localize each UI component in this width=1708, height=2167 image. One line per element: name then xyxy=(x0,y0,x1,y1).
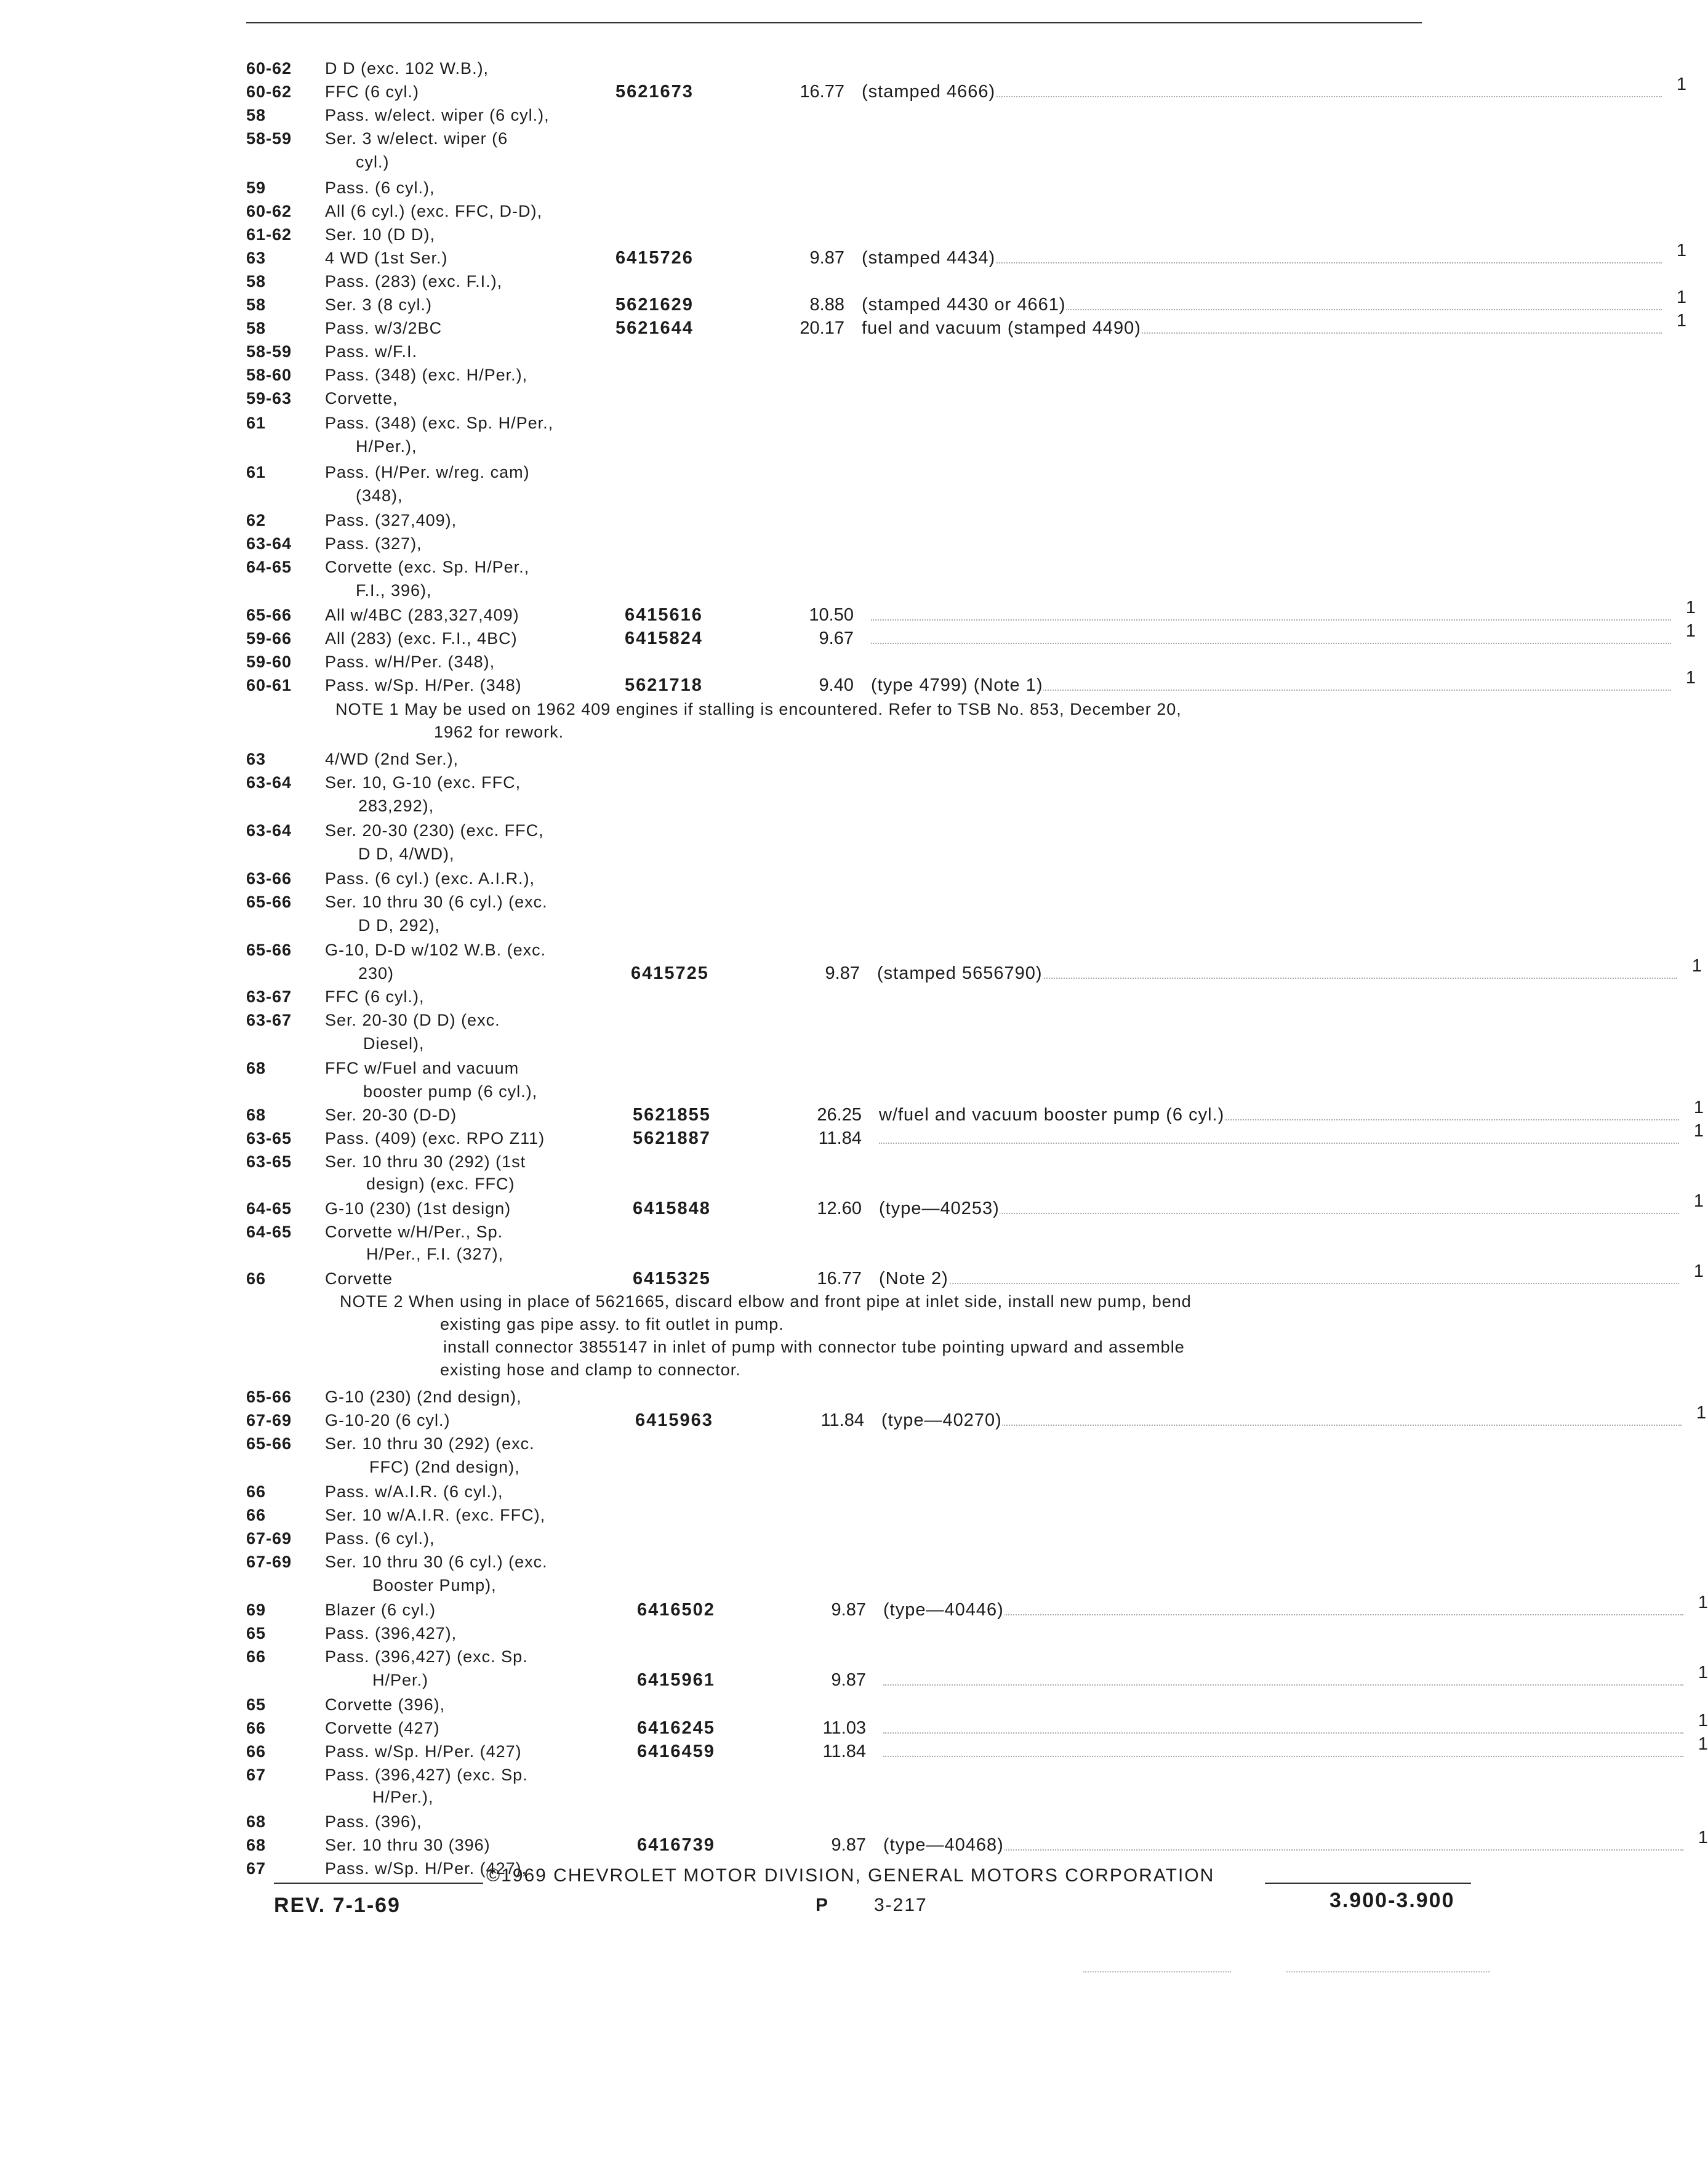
entry-continuation: (348), xyxy=(356,486,403,505)
part-remark: (type—40253) xyxy=(879,1197,1000,1220)
entry-year: 66 xyxy=(246,1506,267,1524)
part-line xyxy=(625,668,1696,697)
entry-year: 67-69 xyxy=(246,1529,292,1548)
entry-continuation: cyl.) xyxy=(356,153,390,171)
part-quantity: 1 xyxy=(1698,1828,1708,1847)
entry-year: 63-65 xyxy=(246,1152,292,1171)
entry-year: 63 xyxy=(246,750,267,768)
entry-description: Ser. 10 w/A.I.R. (exc. FFC), xyxy=(325,1506,546,1524)
part-price: 26.25 xyxy=(817,1105,862,1125)
entry-description: Corvette xyxy=(325,1269,393,1288)
leader-dots xyxy=(883,1684,1683,1686)
entry-year: 58 xyxy=(246,296,267,314)
entry-year: 67-69 xyxy=(246,1553,292,1571)
revision-date: REV. 7-1-69 xyxy=(274,1894,401,1917)
top-rule xyxy=(246,22,1422,23)
entry-year: 66 xyxy=(246,1269,267,1288)
part-price: 11.84 xyxy=(820,1410,864,1430)
leader-dots xyxy=(871,619,1671,621)
entry-year: 63-64 xyxy=(246,821,292,840)
entry-year: 61 xyxy=(246,414,267,432)
part-price: 9.40 xyxy=(819,675,854,695)
entry-year: 58 xyxy=(246,106,267,124)
entry-description: G-10 (230) (1st design) xyxy=(325,1199,511,1218)
entry-year: 64-65 xyxy=(246,558,292,576)
entry-year: 67-69 xyxy=(246,1411,292,1429)
entry-year: 69 xyxy=(246,1601,267,1619)
leader-dots xyxy=(883,1732,1683,1734)
part-number: 5621644 xyxy=(615,318,694,338)
entry-description: Pass. (396,427) (exc. Sp. xyxy=(325,1647,528,1666)
entry-description: Ser. 20-30 (D-D) xyxy=(325,1106,457,1124)
entry-description: FFC w/Fuel and vacuum xyxy=(325,1059,519,1077)
entry-description: Ser. 10, G-10 (exc. FFC, xyxy=(325,773,521,792)
entry-description: FFC (6 cyl.) xyxy=(325,82,419,101)
part-number: 6415963 xyxy=(635,1410,713,1430)
leader-dots xyxy=(879,1143,1679,1144)
part-price: 9.87 xyxy=(825,963,860,983)
entry-description: Ser. 3 w/elect. wiper (6 xyxy=(325,129,508,148)
entry-description: Corvette (exc. Sp. H/Per., xyxy=(325,558,530,576)
part-line xyxy=(635,1403,1706,1432)
part-quantity: 1 xyxy=(1685,621,1696,641)
entry-continuation: D D, 292), xyxy=(358,916,441,935)
entry-year: 59-60 xyxy=(246,653,292,671)
footer-rule-right xyxy=(1265,1883,1471,1884)
part-remark: (Note 2) xyxy=(879,1267,948,1290)
part-line xyxy=(637,1828,1708,1857)
part-number: 5621629 xyxy=(615,295,694,315)
part-number: 6415616 xyxy=(625,605,703,625)
entry-continuation: 230) xyxy=(358,964,395,983)
entry-year: 59 xyxy=(246,179,267,197)
entry-year: 65-66 xyxy=(246,941,292,959)
part-number: 6416739 xyxy=(637,1835,715,1855)
part-line xyxy=(633,1121,1704,1150)
entry-year: 65 xyxy=(246,1695,267,1714)
part-price: 11.84 xyxy=(818,1128,862,1148)
entry-year: 64-65 xyxy=(246,1199,292,1218)
part-price: 16.77 xyxy=(817,1269,862,1289)
entry-year: 65-66 xyxy=(246,606,292,624)
part-quantity: 1 xyxy=(1685,668,1696,688)
part-quantity: 1 xyxy=(1685,598,1696,617)
entry-description: Pass. (348) (exc. H/Per.), xyxy=(325,366,528,384)
entry-continuation: F.I., 396), xyxy=(356,581,432,600)
entry-description: G-10-20 (6 cyl.) xyxy=(325,1411,451,1429)
entry-description: Pass. w/H/Per. (348), xyxy=(325,653,495,671)
part-price: 11.84 xyxy=(822,1742,866,1761)
entry-description: Ser. 20-30 (D D) (exc. xyxy=(325,1011,500,1029)
leader-dots xyxy=(879,1283,1679,1284)
entry-description: 4 WD (1st Ser.) xyxy=(325,249,448,267)
entry-year: 65-66 xyxy=(246,1388,292,1406)
leader-dots xyxy=(883,1756,1683,1757)
entry-continuation: booster pump (6 cyl.), xyxy=(363,1082,538,1101)
note-2-line: existing hose and clamp to connector. xyxy=(440,1361,741,1379)
scan-artifact-line xyxy=(1083,1970,1231,1972)
part-number: 6416459 xyxy=(637,1742,715,1761)
part-remark: (type—40446) xyxy=(883,1598,1004,1622)
entry-year: 60-62 xyxy=(246,82,292,101)
entry-description: Pass. (6 cyl.), xyxy=(325,179,435,197)
entry-description: D D (exc. 102 W.B.), xyxy=(325,59,489,78)
part-number: 6416245 xyxy=(637,1718,715,1738)
copyright-notice: ©1969 CHEVROLET MOTOR DIVISION, GENERAL MOTORS CORPORATION xyxy=(486,1865,1215,1886)
part-remark: fuel and vacuum (stamped 4490) xyxy=(862,316,1141,340)
leader-dots xyxy=(871,643,1671,644)
part-quantity: 1 xyxy=(1676,74,1686,94)
note-2-line: install connector 3855147 in inlet of pump with connector tube pointing upward and assemble xyxy=(443,1338,1185,1356)
entry-description: Ser. 10 thru 30 (292) (exc. xyxy=(325,1434,535,1453)
part-number: 6415325 xyxy=(633,1269,711,1289)
part-number: 6415725 xyxy=(631,963,709,983)
entry-year: 68 xyxy=(246,1106,267,1124)
entry-description: Pass. (327), xyxy=(325,534,422,553)
part-line xyxy=(637,1663,1708,1692)
entry-description: G-10 (230) (2nd design), xyxy=(325,1388,522,1406)
entry-description: 4/WD (2nd Ser.), xyxy=(325,750,459,768)
entry-description: Ser. 10 (D D), xyxy=(325,225,436,244)
entry-description: Pass. (409) (exc. RPO Z11) xyxy=(325,1129,545,1148)
entry-description: Corvette w/H/Per., Sp. xyxy=(325,1223,503,1241)
part-line xyxy=(615,241,1686,270)
entry-year: 63-66 xyxy=(246,869,292,888)
part-line xyxy=(615,287,1686,316)
entry-year: 58-60 xyxy=(246,366,292,384)
part-price: 9.87 xyxy=(831,1670,866,1690)
entry-description: Pass. (396,427) (exc. Sp. xyxy=(325,1766,528,1784)
entry-year: 66 xyxy=(246,1647,267,1666)
part-quantity: 1 xyxy=(1693,1098,1704,1117)
entry-description: Ser. 20-30 (230) (exc. FFC, xyxy=(325,821,544,840)
part-quantity: 1 xyxy=(1676,287,1686,307)
part-line xyxy=(633,1261,1704,1290)
entry-continuation: design) (exc. FFC) xyxy=(366,1175,515,1193)
part-price: 10.50 xyxy=(809,605,854,625)
entry-year: 63 xyxy=(246,249,267,267)
part-number: 5621855 xyxy=(633,1105,711,1125)
entry-continuation: H/Per.) xyxy=(372,1671,429,1689)
entry-description: Ser. 3 (8 cyl.) xyxy=(325,296,433,314)
entry-description: All w/4BC (283,327,409) xyxy=(325,606,519,624)
part-number: 6415824 xyxy=(625,629,703,648)
footer-rule-left xyxy=(274,1883,483,1884)
entry-year: 68 xyxy=(246,1836,267,1854)
entry-year: 60-62 xyxy=(246,202,292,220)
entry-year: 67 xyxy=(246,1766,267,1784)
entry-year: 64-65 xyxy=(246,1223,292,1241)
entry-description: Pass. w/3/2BC xyxy=(325,319,443,337)
part-remark: (type—40270) xyxy=(881,1409,1002,1432)
part-remark: (stamped 4666) xyxy=(862,80,995,103)
entry-year: 65-66 xyxy=(246,893,292,911)
entry-year: 65-66 xyxy=(246,1434,292,1453)
part-quantity: 1 xyxy=(1693,1261,1704,1281)
entry-description: Pass. w/Sp. H/Per. (427) xyxy=(325,1742,522,1761)
entry-year: 68 xyxy=(246,1812,267,1831)
part-quantity: 1 xyxy=(1698,1593,1708,1612)
entry-year: 60-61 xyxy=(246,676,292,694)
entry-year: 59-63 xyxy=(246,389,292,408)
note-2-line: existing gas pipe assy. to fit outlet in pump. xyxy=(440,1315,784,1333)
part-number: 6415961 xyxy=(637,1670,715,1690)
part-price: 9.87 xyxy=(831,1835,866,1855)
entry-description: Pass. (283) (exc. F.I.), xyxy=(325,272,503,291)
entry-description: Ser. 10 thru 30 (6 cyl.) (exc. xyxy=(325,1553,548,1571)
entry-continuation: D D, 4/WD), xyxy=(358,845,455,863)
entry-description: Pass. (396), xyxy=(325,1812,422,1831)
entry-year: 61-62 xyxy=(246,225,292,244)
entry-year: 62 xyxy=(246,511,267,529)
entry-year: 63-64 xyxy=(246,534,292,553)
entry-description: Pass. w/Sp. H/Per. (427), xyxy=(325,1859,527,1878)
entry-description: All (283) (exc. F.I., 4BC) xyxy=(325,629,518,648)
page-number: 3-217 xyxy=(874,1895,928,1915)
entry-description: Pass. w/F.I. xyxy=(325,342,418,361)
part-number: 5621718 xyxy=(625,675,703,695)
part-line xyxy=(625,621,1696,650)
entry-description: Pass. w/elect. wiper (6 cyl.), xyxy=(325,106,550,124)
entry-description: All (6 cyl.) (exc. FFC, D-D), xyxy=(325,202,542,220)
entry-year: 66 xyxy=(246,1719,267,1737)
entry-description: Pass. (6 cyl.), xyxy=(325,1529,435,1548)
part-number: 6415726 xyxy=(615,248,694,268)
entry-year: 58 xyxy=(246,319,267,337)
entry-year: 65 xyxy=(246,1624,267,1642)
part-line xyxy=(637,1711,1708,1740)
entry-year: 60-62 xyxy=(246,59,292,78)
part-quantity: 1 xyxy=(1698,1734,1708,1754)
entry-description: Pass. (396,427), xyxy=(325,1624,457,1642)
entry-description: Pass. (H/Per. w/reg. cam) xyxy=(325,463,530,481)
entry-description: FFC (6 cyl.), xyxy=(325,987,425,1006)
entry-description: Ser. 10 thru 30 (396) xyxy=(325,1836,491,1854)
page-letter: P xyxy=(816,1895,830,1915)
part-quantity: 1 xyxy=(1676,311,1686,331)
entry-year: 58 xyxy=(246,272,267,291)
entry-description: Corvette, xyxy=(325,389,398,408)
part-quantity: 1 xyxy=(1676,241,1686,260)
part-price: 9.87 xyxy=(809,248,844,268)
part-number: 6415848 xyxy=(633,1199,711,1218)
entry-year: 59-66 xyxy=(246,629,292,648)
part-price: 20.17 xyxy=(800,318,844,338)
entry-description: Pass. w/Sp. H/Per. (348) xyxy=(325,676,522,694)
entry-year: 63-67 xyxy=(246,1011,292,1029)
part-remark: (type—40468) xyxy=(883,1833,1004,1857)
entry-continuation: Diesel), xyxy=(363,1034,425,1053)
part-line xyxy=(637,1734,1708,1763)
part-number: 6416502 xyxy=(637,1600,715,1620)
entry-description: Pass. (348) (exc. Sp. H/Per., xyxy=(325,414,554,432)
entry-description: Ser. 10 thru 30 (6 cyl.) (exc. xyxy=(325,893,548,911)
part-remark: (stamped 5656790) xyxy=(877,962,1043,985)
part-line xyxy=(631,956,1702,985)
entry-year: 68 xyxy=(246,1059,267,1077)
entry-continuation: FFC) (2nd design), xyxy=(369,1458,520,1476)
entry-description: Corvette (396), xyxy=(325,1695,446,1714)
entry-year: 63-65 xyxy=(246,1129,292,1148)
entry-continuation: H/Per.), xyxy=(372,1788,434,1806)
entry-year: 58-59 xyxy=(246,129,292,148)
entry-continuation: 283,292), xyxy=(358,797,435,815)
part-remark: (type 4799) (Note 1) xyxy=(871,673,1043,697)
part-line xyxy=(615,74,1686,103)
part-remark: w/fuel and vacuum booster pump (6 cyl.) xyxy=(879,1103,1224,1127)
entry-description: Corvette (427) xyxy=(325,1719,440,1737)
entry-continuation: H/Per., F.I. (327), xyxy=(366,1245,504,1263)
part-quantity: 1 xyxy=(1696,1403,1706,1423)
entry-description: G-10, D-D w/102 W.B. (exc. xyxy=(325,941,547,959)
entry-year: 63-64 xyxy=(246,773,292,792)
note-1-line: NOTE 1 May be used on 1962 409 engines if stalling is encountered. Refer to TSB No. 853, December 20, xyxy=(335,700,1182,718)
entry-year: 58-59 xyxy=(246,342,292,361)
entry-year: 63-67 xyxy=(246,987,292,1006)
part-quantity: 1 xyxy=(1698,1711,1708,1731)
entry-description: Ser. 10 thru 30 (292) (1st xyxy=(325,1152,526,1171)
part-price: 8.88 xyxy=(809,295,844,315)
part-price: 16.77 xyxy=(800,82,844,102)
entry-description: Blazer (6 cyl.) xyxy=(325,1601,436,1619)
scan-artifact-line xyxy=(1286,1970,1489,1972)
part-line xyxy=(637,1593,1708,1622)
part-line xyxy=(633,1191,1704,1220)
part-quantity: 1 xyxy=(1698,1663,1708,1683)
entry-description: Pass. (6 cyl.) (exc. A.I.R.), xyxy=(325,869,535,888)
part-remark: (stamped 4434) xyxy=(862,246,995,270)
group-number: 3.900-3.900 xyxy=(1329,1889,1455,1912)
part-line xyxy=(625,598,1696,627)
part-number: 5621887 xyxy=(633,1128,711,1148)
part-price: 12.60 xyxy=(817,1199,862,1218)
part-line xyxy=(615,311,1686,340)
entry-year: 66 xyxy=(246,1482,267,1501)
part-line xyxy=(633,1098,1704,1127)
entry-continuation: Booster Pump), xyxy=(372,1576,497,1594)
entry-year: 67 xyxy=(246,1859,267,1878)
part-number: 5621673 xyxy=(615,82,694,102)
part-quantity: 1 xyxy=(1693,1121,1704,1141)
entry-year: 66 xyxy=(246,1742,267,1761)
note-2-line: NOTE 2 When using in place of 5621665, discard elbow and front pipe at inlet side, install new pump, bend xyxy=(340,1292,1192,1311)
part-price: 11.03 xyxy=(822,1718,866,1738)
note-1-line: 1962 for rework. xyxy=(434,723,564,741)
entry-continuation: H/Per.), xyxy=(356,437,417,456)
entry-description: Pass. w/A.I.R. (6 cyl.), xyxy=(325,1482,503,1501)
part-quantity: 1 xyxy=(1691,956,1702,976)
part-price: 9.87 xyxy=(831,1600,866,1620)
part-price: 9.67 xyxy=(819,629,854,648)
entry-year: 61 xyxy=(246,463,267,481)
part-remark: (stamped 4430 or 4661) xyxy=(862,293,1066,316)
part-quantity: 1 xyxy=(1693,1191,1704,1211)
entry-description: Pass. (327,409), xyxy=(325,511,457,529)
